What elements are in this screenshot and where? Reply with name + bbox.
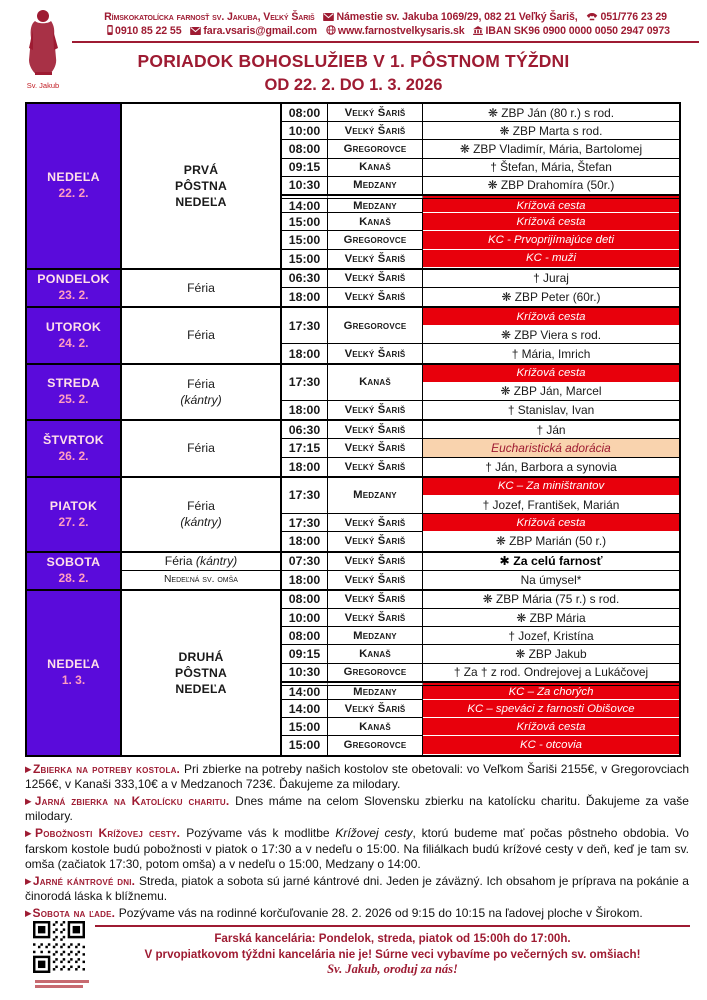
church-cell: Gregorovce <box>328 231 423 249</box>
mass-schedule-table <box>25 102 681 757</box>
day-date: 26. 2. <box>58 448 89 463</box>
intention-cell: † Juraj <box>423 270 679 288</box>
day-block <box>27 363 679 420</box>
day-date: 24. 2. <box>58 335 89 350</box>
text-segment: IBAN SK96 0900 0000 0050 2947 0973 <box>485 25 670 37</box>
celebration-type-cell <box>122 270 282 306</box>
day-date: 25. 2. <box>58 392 89 407</box>
office-hours-box <box>95 925 690 978</box>
day-cell <box>27 553 122 589</box>
contact-line-2 <box>72 24 699 38</box>
text-segment: 0910 85 22 55 <box>115 25 185 37</box>
church-cell: Veľký Šariš <box>328 591 423 609</box>
time-cell: 07:30 <box>282 553 328 571</box>
day-date: 23. 2. <box>58 288 89 303</box>
church-cell: Medzany <box>328 478 423 514</box>
day-cell <box>27 104 122 268</box>
qr-caption <box>35 985 83 988</box>
announcement <box>25 874 689 905</box>
time-cell: 06:30 <box>282 270 328 288</box>
text-segment: PRVÁ <box>183 162 219 177</box>
st-jakub-logo <box>18 8 68 90</box>
intention-cell: Krížová cesta <box>423 213 679 231</box>
time-cell: 09:15 <box>282 645 328 663</box>
mobile-icon <box>107 25 113 35</box>
announcement-text: Pri zbierke na potreby našich kostolov ste obetovali: vo Veľkom Šariši 2155€, v Gregorovciach 1256€, v Kanaši 333,10€ a v Medzanoch 723€. Ďakujeme za milodary. <box>25 761 689 792</box>
text-segment: DRUHÁ <box>178 649 224 664</box>
intention-cell: ❋ ZBP Jakub <box>423 645 679 663</box>
text-segment: PÔSTNA <box>175 665 227 680</box>
text-segment: Nedeľná sv. omša <box>164 573 238 585</box>
church-cell: Medzany <box>328 195 423 213</box>
qr-caption <box>35 980 89 983</box>
time-cell: 14:00 <box>282 700 328 718</box>
day-block <box>27 268 679 306</box>
parish-contact-block <box>72 10 699 43</box>
text-segment: PÔSTNA <box>175 178 227 193</box>
intention-cell: † Štefan, Mária, Štefan <box>423 159 679 177</box>
day-cell <box>27 308 122 363</box>
type-line <box>180 392 221 408</box>
intention-cell: Eucharistická adorácia <box>423 439 679 457</box>
intention-cell: † Za † z rod. Ondrejovej a Lukáčovej <box>423 664 679 682</box>
type-line <box>164 572 238 588</box>
celebration-type-cell <box>122 571 282 589</box>
day-date: 27. 2. <box>58 514 89 529</box>
time-cell: 17:30 <box>282 308 328 344</box>
day-name: STREDA <box>47 376 100 391</box>
intention-cell: ❋ ZBP Mária <box>423 609 679 627</box>
intention-cell: KC – Za miništrantov <box>423 478 679 496</box>
church-cell: Veľký Šariš <box>328 344 423 362</box>
church-cell: Kanaš <box>328 718 423 736</box>
time-cell: 14:00 <box>282 195 328 213</box>
announcement-heading: Jarné kántrové dni. <box>32 873 140 888</box>
church-cell: Veľký Šariš <box>328 250 423 268</box>
day-name: SOBOTA <box>46 555 101 570</box>
day-name: PONDELOK <box>37 272 110 287</box>
time-cell: 10:30 <box>282 177 328 195</box>
intention-cell: † Jozef, František, Marián <box>423 496 679 514</box>
time-cell: 15:00 <box>282 736 328 754</box>
celebration-type-cell <box>122 478 282 551</box>
time-cell: 15:00 <box>282 718 328 736</box>
intention-cell: † Jozef, Kristína <box>423 627 679 645</box>
page-subtitle: OD 22. 2. DO 1. 3. 2026 <box>264 76 443 94</box>
intention-cell: ❋ ZBP Marta s rod. <box>423 122 679 140</box>
intention-cell: ❋ ZBP Drahomíra (50r.) <box>423 177 679 195</box>
day-name: UTOROK <box>45 319 102 334</box>
intention-cell: † Ján, Barbora a synovia <box>485 459 617 474</box>
church-cell: Medzany <box>328 177 423 195</box>
text-segment: Námestie sv. Jakuba 1069/29, 082 21 Veľký Šariš, <box>336 11 581 23</box>
day-name: NEDEĽA <box>47 657 100 672</box>
text-segment: Féria <box>187 280 215 295</box>
day-block <box>27 476 679 551</box>
celebration-type-cell <box>122 365 282 420</box>
type-line <box>165 553 237 569</box>
intention-cell: † Ján <box>423 421 679 439</box>
day-block <box>27 589 679 755</box>
type-line <box>175 178 227 194</box>
day-cell <box>27 478 122 551</box>
church-cell: Kanaš <box>328 645 423 663</box>
intention-cell: ❋ ZBP Ján, Marcel <box>423 383 679 401</box>
phone-icon <box>586 12 598 21</box>
type-line <box>178 649 223 665</box>
church-cell: Veľký Šariš <box>328 288 423 306</box>
envelope-icon <box>190 27 201 35</box>
day-date: 22. 2. <box>58 186 89 201</box>
intention-cell: Na úmysel* <box>520 572 582 587</box>
st-jakub-statue-icon <box>21 8 65 76</box>
type-line <box>175 665 227 681</box>
time-cell: 08:00 <box>282 627 328 645</box>
announcement <box>25 762 689 793</box>
church-cell: Kanaš <box>328 159 423 177</box>
church-cell: Gregorovce <box>328 664 423 682</box>
intention-cell: † Mária, Imrich <box>511 346 591 361</box>
qr-code <box>33 921 85 973</box>
day-block <box>27 419 679 476</box>
time-cell: 08:00 <box>282 140 328 158</box>
church-cell: Veľký Šariš <box>328 401 423 419</box>
text-segment: 051/776 23 29 <box>600 11 667 23</box>
text-segment: NEDEĽA <box>175 194 227 209</box>
celebration-type-cell <box>122 421 282 476</box>
intention-cell: Krížová cesta <box>423 718 679 736</box>
day-name: ŠTVRTOK <box>42 432 105 447</box>
day-block <box>27 551 679 589</box>
intention-cell: ❋ ZBP Marián (50 r.) <box>495 534 607 549</box>
announcement-text: Dnes máme na celom Slovensku zbierku na katolícku charitu. Ďakujeme za vaše milodary. <box>25 793 689 824</box>
intention-cell: ❋ ZBP Vladimír, Mária, Bartolomej <box>423 140 679 158</box>
time-cell: 18:00 <box>282 344 328 362</box>
church-cell: Veľký Šariš <box>328 553 423 571</box>
qr-code-block <box>25 921 95 988</box>
footer <box>25 921 690 988</box>
bank-icon <box>473 26 483 35</box>
time-cell: 18:00 <box>282 288 328 306</box>
church-cell: Veľký Šariš <box>328 532 423 550</box>
announcement-text: Pozývame vás na rodinné korčuľovanie 28. 2. 2026 od 9:15 do 10:15 na ľadovej ploche v Širokom. <box>118 905 643 920</box>
intention-cell: Krížová cesta <box>423 195 679 213</box>
day-block <box>27 306 679 363</box>
intention-cell: Krížová cesta <box>423 365 679 383</box>
page-title: PORIADOK BOHOSLUŽIEB V 1. PÔSTNOM TÝŽDNI <box>137 51 570 71</box>
time-cell: 15:00 <box>282 213 328 231</box>
announcement-text: Krížovej cesty <box>335 825 413 840</box>
type-line <box>187 440 215 456</box>
intention-cell: ❋ ZBP Ján (80 r.) s rod. <box>423 104 679 122</box>
time-cell: 17:30 <box>282 478 328 514</box>
text-segment: fara.vsaris@gmail.com <box>203 25 320 37</box>
time-cell: 17:30 <box>282 365 328 401</box>
time-cell: 06:30 <box>282 421 328 439</box>
church-cell: Medzany <box>328 627 423 645</box>
church-cell: Gregorovce <box>328 736 423 754</box>
text-segment: NEDEĽA <box>175 681 227 696</box>
triangle-bullet-icon: ▶ <box>25 875 32 886</box>
intention-cell: KC – Za chorých <box>423 682 679 700</box>
intention-cell: KC – speváci z farnosti Obišovce <box>423 700 679 718</box>
type-line <box>187 280 215 296</box>
intention-cell: ❋ ZBP Peter (60r.) <box>501 289 601 304</box>
time-cell: 10:30 <box>282 664 328 682</box>
day-cell <box>27 270 122 306</box>
celebration-type-cell <box>122 591 282 755</box>
time-cell: 15:00 <box>282 231 328 249</box>
time-cell: 17:30 <box>282 514 328 532</box>
announcement <box>25 826 689 873</box>
time-cell: 18:00 <box>282 401 328 419</box>
time-cell: 18:00 <box>282 458 328 476</box>
time-cell: 15:00 <box>282 250 328 268</box>
text-segment: (kántry) <box>195 554 238 569</box>
envelope-icon <box>323 13 334 21</box>
church-cell: Kanaš <box>328 365 423 401</box>
intention-cell: ❋ ZBP Mária (75 r.) s rod. <box>423 591 679 609</box>
text-segment: Féria <box>164 554 196 569</box>
intention-cell: KC - Prvoprijímajúce deti <box>423 231 679 249</box>
intention-cell: Krížová cesta <box>423 308 679 326</box>
time-cell: 08:00 <box>282 591 328 609</box>
church-cell: Medzany <box>328 682 423 700</box>
church-cell: Veľký Šariš <box>328 421 423 439</box>
triangle-bullet-icon: ▶ <box>25 763 32 774</box>
text-segment: Féria <box>187 376 215 391</box>
announcements-section <box>25 762 689 922</box>
church-cell: Kanaš <box>328 213 423 231</box>
time-cell: 14:00 <box>282 682 328 700</box>
triangle-bullet-icon: ▶ <box>25 907 32 918</box>
church-cell: Veľký Šariš <box>328 122 423 140</box>
celebration-type-cell <box>122 553 282 571</box>
day-date: 28. 2. <box>58 571 89 586</box>
type-line <box>184 162 218 178</box>
triangle-bullet-icon: ▶ <box>25 795 34 806</box>
intention-cell: Krížová cesta <box>423 514 679 532</box>
announcement-heading: Sobota na ľade. <box>32 905 119 920</box>
church-cell: Veľký Šariš <box>328 571 423 589</box>
announcement-heading: Zbierka na potreby kostola. <box>32 761 185 776</box>
time-cell: 08:00 <box>282 104 328 122</box>
globe-icon <box>326 25 336 35</box>
church-cell: Veľký Šariš <box>328 700 423 718</box>
time-cell: 17:15 <box>282 439 328 457</box>
type-line <box>187 376 215 392</box>
day-name: NEDEĽA <box>47 170 100 185</box>
type-line <box>187 498 215 514</box>
intention-cell: † Stanislav, Ivan <box>507 403 595 418</box>
announcement-text: Pozývame vás k modlitbe <box>186 825 336 840</box>
day-block <box>27 102 679 268</box>
triangle-bullet-icon: ▶ <box>25 827 34 838</box>
day-cell <box>27 421 122 476</box>
invocation-line: Sv. Jakub, oroduj za nás! <box>327 962 458 976</box>
time-cell: 09:15 <box>282 159 328 177</box>
contact-line-1 <box>72 10 699 24</box>
church-cell: Veľký Šariš <box>328 439 423 457</box>
celebration-type-cell <box>122 104 282 268</box>
church-cell: Veľký Šariš <box>328 458 423 476</box>
intention-cell: ✱ Za celú farnosť <box>423 553 679 571</box>
text-segment: Féria <box>187 441 215 456</box>
type-line <box>180 514 221 530</box>
office-hours-line: Farská kancelária: Pondelok, streda, piatok od 15:00h do 17:00h. <box>214 932 571 945</box>
announcement-text: Streda, piatok a sobota sú jarné kántrové dni. Jeden je záväzný. Ich obsahom je príprava na pokánie a činorodá láska k blížnemu. <box>25 873 689 904</box>
type-line <box>187 327 215 343</box>
text-segment: Rímskokatolícka farnosť sv. Jakuba, Veľký Šariš <box>104 11 318 23</box>
time-cell: 10:00 <box>282 609 328 627</box>
type-line <box>175 194 226 210</box>
text-segment: (kántry) <box>180 392 222 407</box>
day-cell <box>27 591 122 755</box>
time-cell: 18:00 <box>282 571 328 589</box>
announcement <box>25 794 689 825</box>
announcement <box>25 906 689 922</box>
logo-caption: Sv. Jakub <box>26 81 60 90</box>
day-name: PIATOK <box>49 498 98 513</box>
church-cell: Veľký Šariš <box>328 270 423 288</box>
intention-cell: KC - otcovia <box>423 736 679 754</box>
church-cell: Veľký Šariš <box>328 514 423 532</box>
text-segment: www.farnostvelkysaris.sk <box>337 25 468 37</box>
intention-cell: KC - muži <box>423 250 679 268</box>
type-line <box>175 681 226 697</box>
office-notice-line: V prvopiatkovom týždni kancelária nie je! Súrne veci vybavíme po večerných sv. omšiach! <box>144 947 641 961</box>
celebration-type-cell <box>122 308 282 363</box>
text-segment: Féria <box>187 499 215 514</box>
church-cell: Gregorovce <box>328 308 423 344</box>
text-segment: (kántry) <box>180 515 222 530</box>
announcement-heading: Pobožnosti Krížovej cesty. <box>34 825 187 840</box>
intention-cell: ❋ ZBP Viera s rod. <box>423 326 679 344</box>
church-cell: Veľký Šariš <box>328 104 423 122</box>
day-cell <box>27 365 122 420</box>
church-cell: Veľký Šariš <box>328 609 423 627</box>
day-date: 1. 3. <box>61 673 86 688</box>
text-segment: Féria <box>187 328 215 343</box>
time-cell: 18:00 <box>282 532 328 550</box>
time-cell: 10:00 <box>282 122 328 140</box>
church-cell: Gregorovce <box>328 140 423 158</box>
announcement-heading: Jarná zbierka na Katolícku charitu. <box>34 793 236 808</box>
announcement-text: , ktorú budeme mať počas pôstneho obdobia. Vo farskom kostole budú pobožnosti v piatok o 17:30 a v nedeľu o 15:00. Na filiálkach budú krížové cesty v deň, keď je tam sv. omša (začiatok 17:30, potom omša) a v nedeľu o 15:00, Medzany o 14:00. <box>25 825 689 872</box>
